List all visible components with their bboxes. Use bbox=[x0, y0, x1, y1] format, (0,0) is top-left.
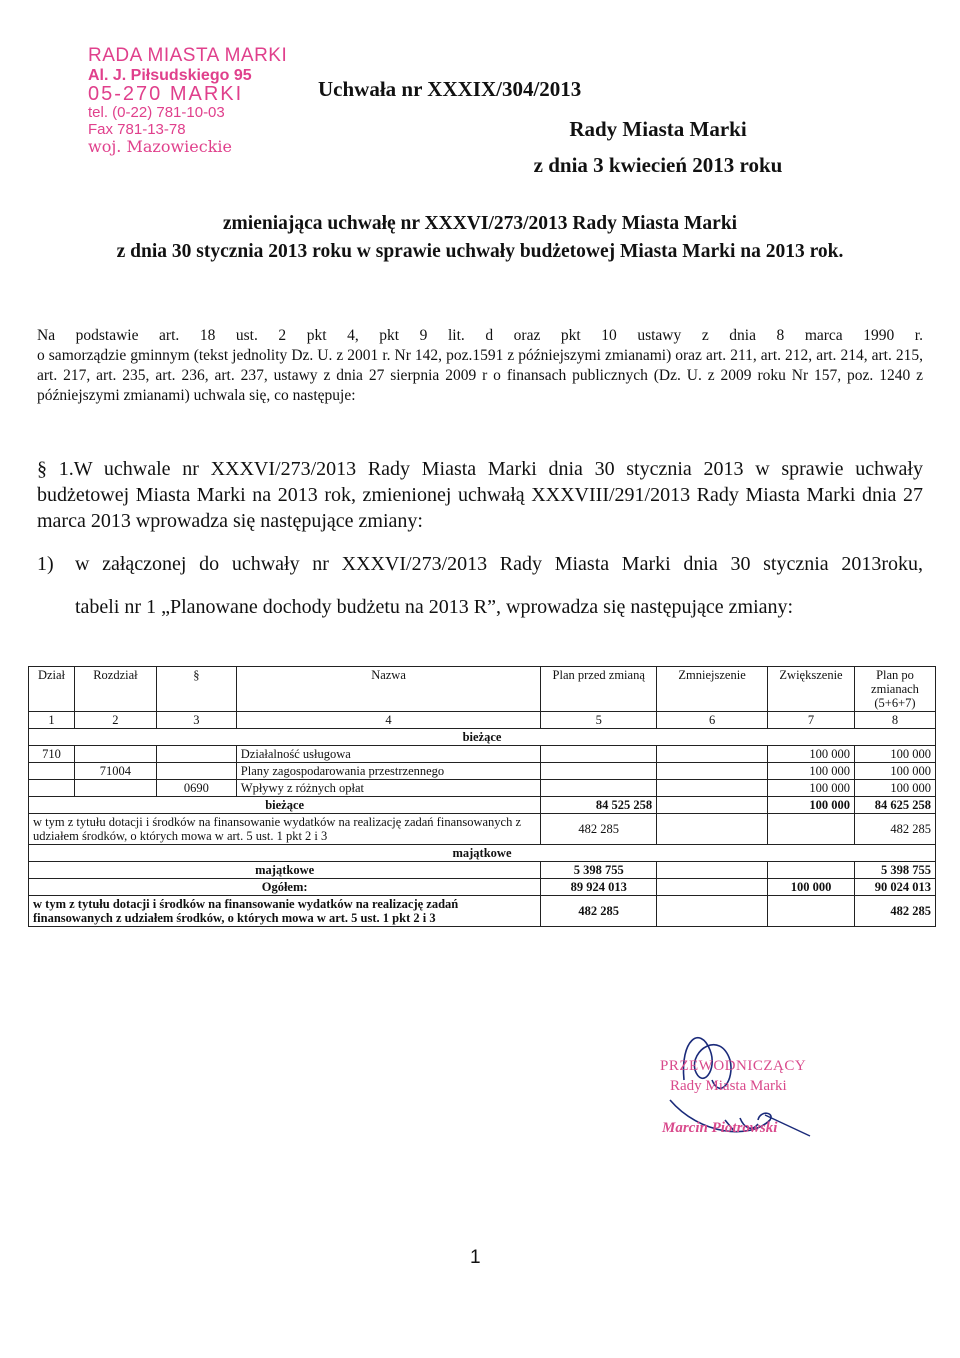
dotacje-plan-po: 482 285 bbox=[854, 814, 935, 845]
cell-dzial bbox=[29, 763, 75, 780]
cell-rozdzial: 71004 bbox=[74, 763, 156, 780]
column-number: 5 bbox=[541, 712, 657, 729]
sum-label: majątkowe bbox=[29, 862, 541, 879]
sum-zmniejszenie bbox=[657, 797, 768, 814]
total-row bbox=[29, 879, 936, 896]
cell-nazwa: Wpływy z różnych opłat bbox=[236, 780, 541, 797]
resolution-council: Rady Miasta Marki bbox=[569, 117, 747, 141]
dotacje-zmniejszenie bbox=[657, 896, 768, 927]
column-number: 2 bbox=[74, 712, 156, 729]
signature-body: Rady Miasta Marki bbox=[670, 1078, 787, 1094]
cell-paragraf bbox=[156, 763, 236, 780]
header-paragraf: § bbox=[156, 667, 236, 712]
column-number: 4 bbox=[236, 712, 541, 729]
chairman-signature bbox=[640, 1020, 870, 1150]
stamp-line-4: tel. (0-22) 781-10-03 bbox=[88, 104, 225, 122]
section-label: majątkowe bbox=[29, 845, 936, 862]
cell-paragraf: 0690 bbox=[156, 780, 236, 797]
legal-basis-rest: o samorządzie gminnym (tekst jednolity Dz. U. z 2001 r. Nr 142, poz.1591 z późniejszymi zmianami) oraz art. 211, art. 212, art. 214, art. 215, art. 217, art. 235, art. 236, art. 237, ustawy z dnia 27 sierpnia 2009 r o finansach publicznych (Dz. U. z 2009 roku Nr 157, poz. 1240 z późniejszymi zmianami) uchwala się, co następuje: bbox=[37, 347, 923, 404]
signature-title: PRZEWODNICZĄCY bbox=[660, 1058, 807, 1074]
point-1-line-1: w załączonej do uchwały nr XXXVI/273/2013 Rady Miasta Marki dnia 30 stycznia 2013roku, bbox=[75, 553, 923, 575]
dotacje-zmniejszenie bbox=[657, 814, 768, 845]
table-number-row bbox=[29, 712, 936, 729]
point-1-number: 1) bbox=[37, 553, 54, 575]
header-plan-po: Plan po zmianach (5+6+7) bbox=[854, 667, 935, 712]
sum-zwiekszenie bbox=[768, 862, 855, 879]
dotacje-row-1 bbox=[29, 814, 936, 845]
cell-rozdzial bbox=[74, 780, 156, 797]
sum-plan-przed: 84 525 258 bbox=[541, 797, 657, 814]
sum-label: bieżące bbox=[29, 797, 541, 814]
sum-plan-po: 84 625 258 bbox=[854, 797, 935, 814]
section-row-biezace bbox=[29, 729, 936, 746]
page-number: 1 bbox=[470, 1247, 481, 1268]
cell-plan-po: 100 000 bbox=[854, 763, 935, 780]
subject-line-1: zmieniająca uchwałę nr XXXVI/273/2013 Rady Miasta Marki bbox=[222, 213, 738, 234]
cell-plan-po: 100 000 bbox=[854, 780, 935, 797]
cell-zmniejszenie bbox=[657, 780, 768, 797]
dotacje-plan-po: 482 285 bbox=[854, 896, 935, 927]
total-zwiekszenie: 100 000 bbox=[768, 879, 855, 896]
point-1 bbox=[37, 551, 923, 620]
cell-dzial: 710 bbox=[29, 746, 75, 763]
column-number: 7 bbox=[768, 712, 855, 729]
legal-basis-line-1: Na podstawie art. 18 ust. 2 pkt 4, pkt 9 lit. d oraz pkt 10 ustawy z dnia 8 marca 1990 r. bbox=[37, 327, 923, 344]
table-row bbox=[29, 763, 936, 780]
cell-nazwa: Plany zagospodarowania przestrzennego bbox=[236, 763, 541, 780]
section-label: bieżące bbox=[29, 729, 936, 746]
column-number: 1 bbox=[29, 712, 75, 729]
legal-basis bbox=[37, 326, 923, 406]
sum-row-biezace bbox=[29, 797, 936, 814]
table-header-row bbox=[29, 667, 936, 712]
dotacje-zwiekszenie bbox=[768, 896, 855, 927]
dotacje-row-2 bbox=[29, 896, 936, 927]
cell-zwiekszenie: 100 000 bbox=[768, 763, 855, 780]
sum-zwiekszenie: 100 000 bbox=[768, 797, 855, 814]
total-plan-przed: 89 924 013 bbox=[541, 879, 657, 896]
sum-plan-po: 5 398 755 bbox=[854, 862, 935, 879]
signature-name: Marcin Piotrowski bbox=[662, 1120, 778, 1136]
column-number: 3 bbox=[156, 712, 236, 729]
section-1 bbox=[37, 456, 923, 534]
header-nazwa: Nazwa bbox=[236, 667, 541, 712]
column-number: 8 bbox=[854, 712, 935, 729]
income-table bbox=[28, 666, 936, 927]
section-row-majatkowe bbox=[29, 845, 936, 862]
stamp-line-2: Al. J. Piłsudskiego 95 bbox=[88, 66, 252, 84]
cell-paragraf bbox=[156, 746, 236, 763]
dotacje-label: w tym z tytułu dotacji i środków na finansowanie wydatków na realizację zadań finansowanych z udziałem środków, o których mowa w art. 5 ust. 1 pkt 2 i 3 bbox=[29, 896, 541, 927]
cell-plan-przed bbox=[541, 763, 657, 780]
stamp-line-5: Fax 781-13-78 bbox=[88, 120, 186, 138]
cell-zwiekszenie: 100 000 bbox=[768, 780, 855, 797]
dotacje-plan-przed: 482 285 bbox=[541, 896, 657, 927]
header-zwiekszenie: Zwiększenie bbox=[768, 667, 855, 712]
header-zmniejszenie: Zmniejszenie bbox=[657, 667, 768, 712]
header-plan-przed: Plan przed zmianą bbox=[541, 667, 657, 712]
cell-dzial bbox=[29, 780, 75, 797]
section-1-line-1: § 1.W uchwale nr XXXVI/273/2013 Rady Miasta Marki dnia 30 stycznia 2013 w sprawie uchwały bbox=[37, 458, 923, 480]
subject-line-2: z dnia 30 stycznia 2013 roku w sprawie uchwały budżetowej Miasta Marki na 2013 rok. bbox=[116, 241, 844, 262]
point-1-line-2: tabeli nr 1 „Planowane dochody budżetu na 2013 R”, wprowadza się następujące zmiany: bbox=[75, 596, 794, 618]
header-dzial: Dział bbox=[29, 667, 75, 712]
header-rozdzial: Rozdział bbox=[74, 667, 156, 712]
total-plan-po: 90 024 013 bbox=[854, 879, 935, 896]
sum-plan-przed: 5 398 755 bbox=[541, 862, 657, 879]
cell-rozdzial bbox=[74, 746, 156, 763]
table-row bbox=[29, 746, 936, 763]
resolution-date: z dnia 3 kwiecień 2013 roku bbox=[533, 153, 783, 177]
total-zmniejszenie bbox=[657, 879, 768, 896]
resolution-subject bbox=[0, 210, 960, 266]
section-1-rest: budżetowej Miasta Marki na 2013 rok, zmienionej uchwałą XXXVIII/291/2013 Rady Miasta Marki dnia 27 marca 2013 wprowadza się następujące zmiany: bbox=[37, 484, 923, 532]
cell-zmniejszenie bbox=[657, 746, 768, 763]
cell-plan-przed bbox=[541, 780, 657, 797]
dotacje-label: w tym z tytułu dotacji i środków na finansowanie wydatków na realizację zadań finansowanych z udziałem środków, o których mowa w art. 5 ust. 1 pkt 2 i 3 bbox=[29, 814, 541, 845]
dotacje-plan-przed: 482 285 bbox=[541, 814, 657, 845]
sum-row-majatkowe bbox=[29, 862, 936, 879]
stamp-line-3: 05-270 MARKI bbox=[88, 82, 244, 105]
column-number: 6 bbox=[657, 712, 768, 729]
sum-zmniejszenie bbox=[657, 862, 768, 879]
cell-plan-po: 100 000 bbox=[854, 746, 935, 763]
cell-plan-przed bbox=[541, 746, 657, 763]
total-label: Ogółem: bbox=[29, 879, 541, 896]
stamp-line-1: RADA MIASTA MARKI bbox=[88, 45, 288, 66]
cell-nazwa: Działalność usługowa bbox=[236, 746, 541, 763]
dotacje-zwiekszenie bbox=[768, 814, 855, 845]
table-row bbox=[29, 780, 936, 797]
cell-zwiekszenie: 100 000 bbox=[768, 746, 855, 763]
resolution-title: Uchwała nr XXXIX/304/2013 bbox=[318, 77, 582, 101]
stamp-line-6: woj. Mazowieckie bbox=[88, 136, 232, 156]
cell-zmniejszenie bbox=[657, 763, 768, 780]
